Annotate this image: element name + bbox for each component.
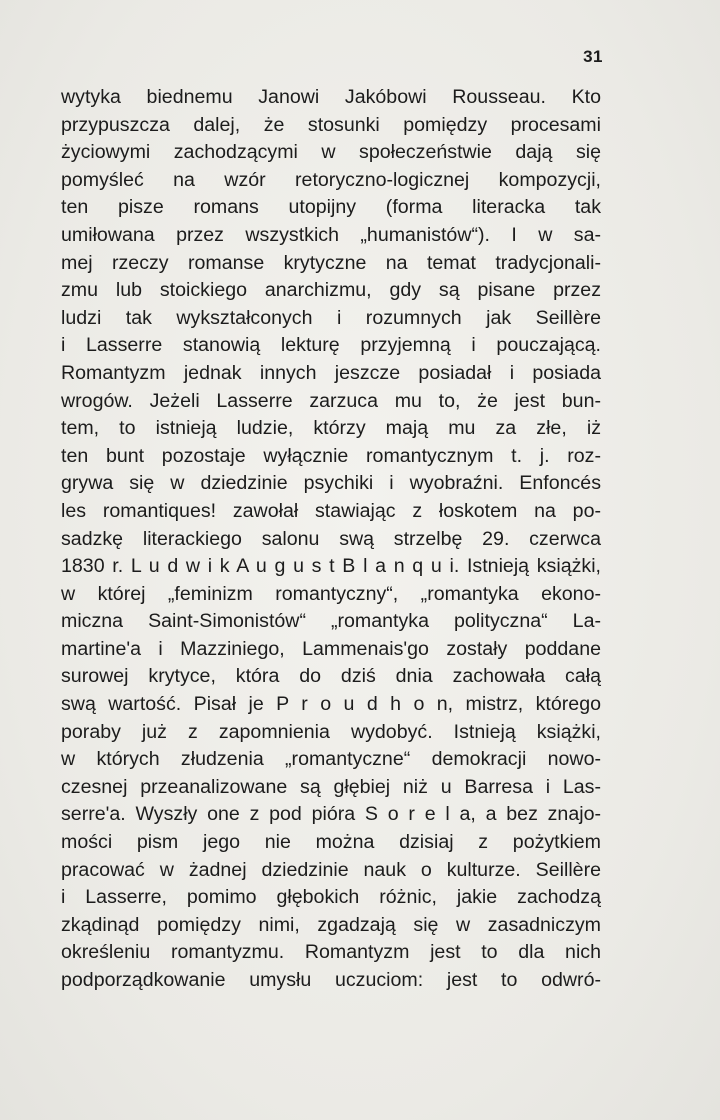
text-line: martine'a i Mazziniego, Lammenais'go zostały poddane: [61, 637, 601, 660]
text-line: Romantyzm jednak innych jeszcze posiadał i posiada: [61, 361, 601, 384]
text-line: wytyka biednemu Janowi Jakóbowi Rousseau. Kto: [61, 86, 601, 108]
text-line: ludzi tak wykształconych i rozumnych jak Seillère: [61, 306, 601, 329]
text-line: tem, to istnieją ludzie, którzy mają mu za złe, iż: [61, 417, 601, 440]
text-line: czesnej przeanalizowane są głębiej niż u Barresa i Las-: [61, 775, 601, 798]
text-line: życiowymi zachodzącymi w społeczeństwie dają się: [61, 141, 601, 164]
text-line: sadzkę literackiego salonu swą strzelbę 29. czerwca: [61, 527, 601, 550]
text-line: miczna Saint-Simonistów“ „romantyka polityczna“ La-: [61, 610, 601, 633]
text-line: poraby już z zapomnienia wydobyć. Istnieją książki,: [61, 720, 601, 743]
text-line: w których złudzenia „romantyczne“ demokracji nowo-: [61, 748, 601, 771]
text-line: mej rzeczy romanse krytyczne na temat tradycjonali-: [61, 251, 601, 274]
text-line: i Lasserre, pomimo głębokich różnic, jakie zachodzą: [61, 886, 601, 909]
page-number: 31: [583, 47, 603, 66]
text-line: umiłowana przez wszystkich „humanistów“). I w sa-: [61, 223, 601, 246]
text-line: określeniu romantyzmu. Romantyzm jest to dla nich: [61, 941, 601, 964]
text-line: zkądinąd pomiędzy nimi, zgadzają się w zasadniczym: [61, 913, 601, 936]
text-line: wrogów. Jeżeli Lasserre zarzuca mu to, że jest bun-: [61, 389, 601, 412]
text-line: ten bunt pozostaje wyłącznie romantycznym t. j. roz-: [61, 444, 601, 467]
text-line: przypuszcza dalej, że stosunki pomiędzy procesami: [61, 113, 601, 136]
text-line: w której „feminizm romantyczny“, „romantyka ekono-: [61, 582, 601, 605]
text-line: swą wartość. Pisał je P r o u d h o n, mistrz, którego: [61, 693, 601, 716]
text-line: pomyśleć na wzór retoryczno-logicznej kompozycji,: [61, 168, 601, 191]
text-line: mości pism jego nie można dzisiaj z pożytkiem: [61, 831, 601, 854]
text-line: surowej krytyce, która do dziś dnia zachowała całą: [61, 665, 601, 688]
text-line: serre'a. Wyszły one z pod pióra S o r e l a, a bez znajo-: [61, 803, 601, 826]
text-line: pracować w żadnej dziedzinie nauk o kulturze. Seillère: [61, 858, 601, 881]
text-line: les romantiques! zawołał stawiając z łoskotem na po-: [61, 499, 601, 522]
text-line: 1830 r. L u d w i k A u g u s t B l a n q u i. Istnieją książki,: [61, 555, 601, 578]
text-line: grywa się w dziedzinie psychiki i wyobraźni. Enfoncés: [61, 472, 601, 495]
text-line: ten pisze romans utopijny (forma literacka tak: [61, 196, 601, 219]
body-text: [61, 84, 601, 995]
text-line: podporządkowanie umysłu uczuciom: jest to odwró-: [61, 969, 601, 991]
text-line: zmu lub stoickiego anarchizmu, gdy są pisane przez: [61, 279, 601, 302]
text-line: i Lasserre stanowią lekturę przyjemną i pouczającą.: [61, 334, 601, 357]
